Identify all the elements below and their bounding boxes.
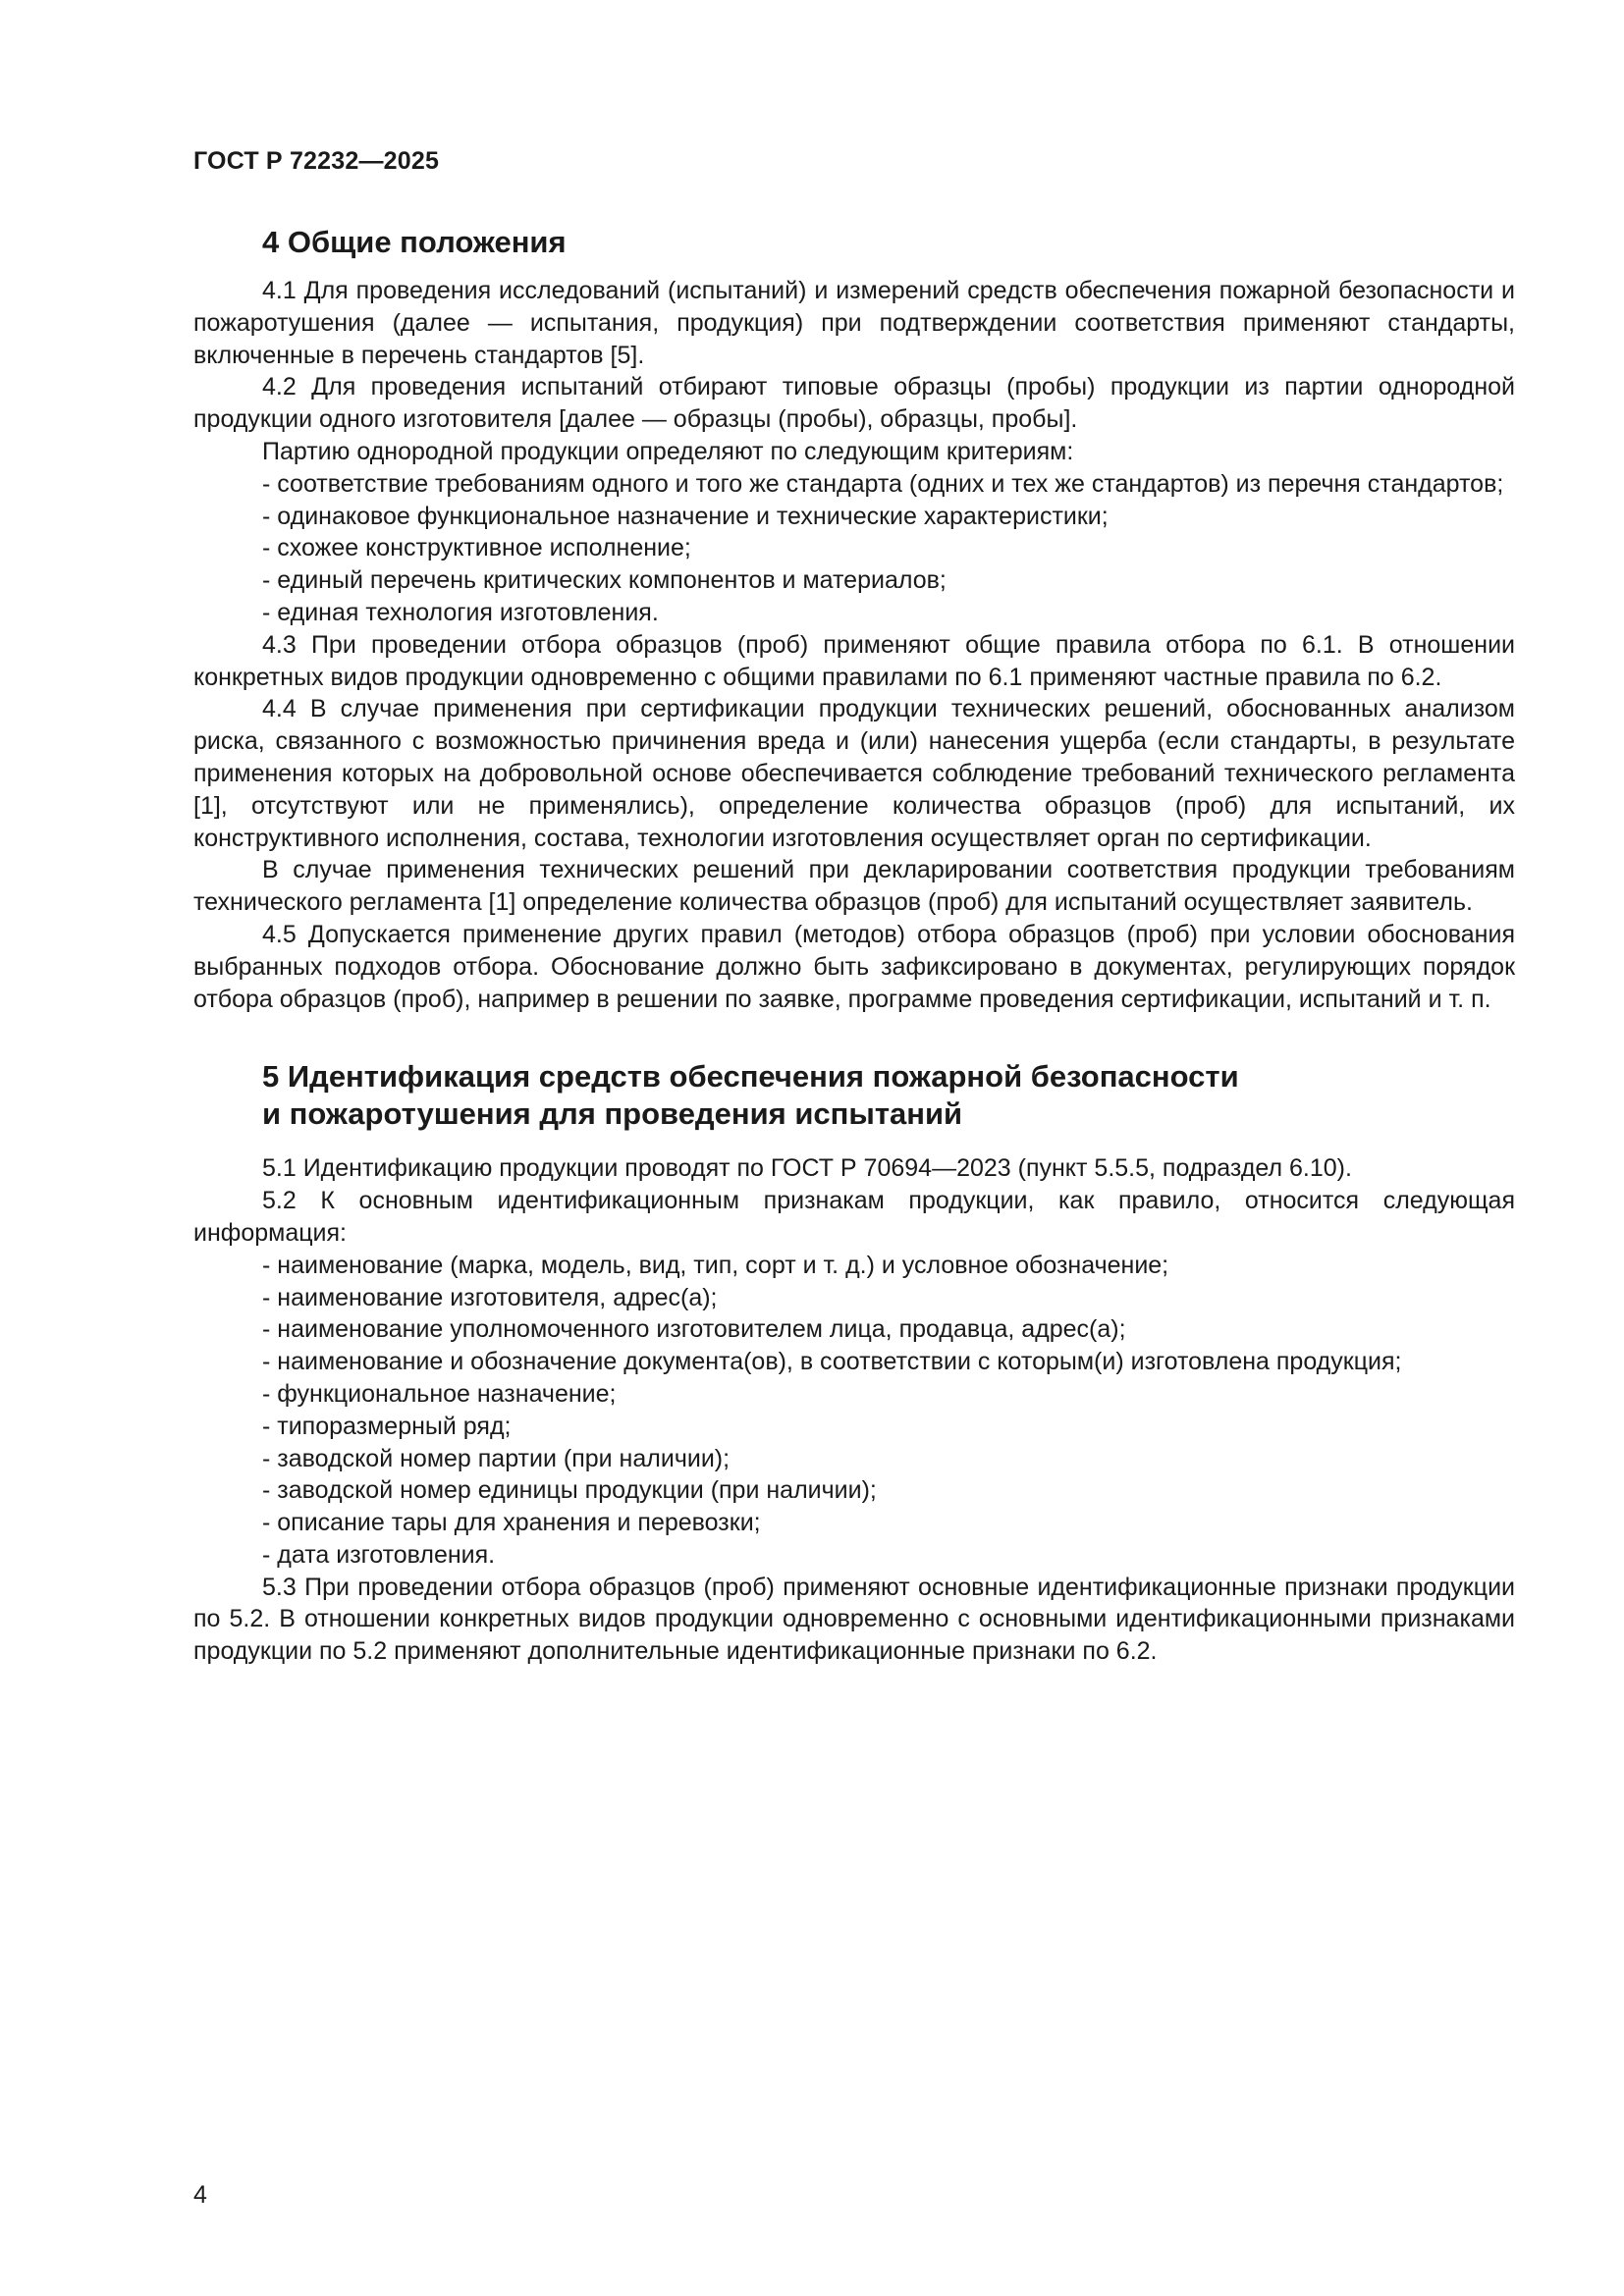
page-number: 4 <box>193 2181 207 2209</box>
feature-item: - наименование (марка, модель, вид, тип, сорт и т. д.) и условное обозначение; <box>262 1251 1169 1279</box>
section-5-title-line-1: 5 Идентификация средств обеспечения пожарной безопасности <box>262 1059 1239 1095</box>
criteria-item: - схожее конструктивное исполнение; <box>262 534 691 562</box>
paragraph-5-2: 5.2 К основным идентификационным признакам продукции, как правило, относится следующая информация: <box>193 1187 1515 1247</box>
paragraph-5-3: 5.3 При проведении отбора образцов (проб) применяют основные идентификационные признаки продукции по 5.2. В отношении конкретных видов продукции одновременно с основными идентификационными признаками продукции по 5.2 применяют дополнительные идентификационные признаки по 6.2. <box>193 1573 1515 1666</box>
criteria-item: - соответствие требованиям одного и того же стандарта (одних и тех же стандартов) из перечня стандартов; <box>262 469 1504 498</box>
feature-item: - наименование и обозначение документа(ов), в соответствии с которым(и) изготовлена продукция; <box>262 1348 1402 1376</box>
feature-item: - типоразмерный ряд; <box>262 1412 512 1440</box>
feature-item: - функциональное назначение; <box>262 1379 617 1408</box>
criteria-item: - единая технология изготовления. <box>262 598 659 626</box>
feature-item: - дата изготовления. <box>262 1540 496 1569</box>
feature-item: - описание тары для хранения и перевозки; <box>262 1509 761 1537</box>
paragraph-5-1: 5.1 Идентификацию продукции проводят по ГОСТ Р 70694—2023 (пункт 5.5.5, подраздел 6.10). <box>262 1154 1352 1183</box>
section-5-title-line-2: и пожаротушения для проведения испытаний <box>262 1096 963 1132</box>
feature-item: - наименование изготовителя, адрес(а); <box>262 1283 718 1311</box>
paragraph-4-1: 4.1 Для проведения исследований (испытаний) и измерений средств обеспечения пожарной безопасности и пожаротушения (далее — испытания, продукция) при подтверждении соответствия применяют стандарты, включенные в перечень стандартов [5]. <box>193 277 1515 369</box>
paragraph-4-5: 4.5 Допускается применение других правил (методов) отбора образцов (проб) при условии обоснования выбранных подходов отбора. Обоснование должно быть зафиксировано в документах, регулирующих порядок отбора образцов (проб), например в решении по заявке, программе проведения сертификации, испытаний и т. п. <box>193 920 1515 1013</box>
feature-item: - наименование уполномоченного изготовителем лица, продавца, адрес(а); <box>262 1315 1126 1344</box>
document-code-header: ГОСТ Р 72232—2025 <box>193 147 440 175</box>
page-content <box>193 224 1515 1668</box>
paragraph-4-2: 4.2 Для проведения испытаний отбирают типовые образцы (пробы) продукции из партии однородной продукции одного изготовителя [далее — образцы (пробы), образцы, пробы]. <box>193 373 1515 434</box>
paragraph-4-4-declaration: В случае применения технических решений при декларировании соответствия продукции требованиям технического регламента [1] определение количества образцов (проб) для испытаний осуществляет заявитель. <box>193 856 1515 917</box>
section-5-title <box>193 1058 1515 1133</box>
paragraph-4-3: 4.3 При проведении отбора образцов (проб) применяют общие правила отбора по 6.1. В отношении конкретных видов продукции одновременно с общими правилами по 6.1 применяют частные правила по 6.2. <box>193 630 1515 691</box>
criteria-item: - одинаковое функциональное назначение и технические характеристики; <box>262 502 1109 530</box>
criteria-intro: Партию однородной продукции определяют по следующим критериям: <box>262 437 1074 465</box>
feature-item: - заводской номер партии (при наличии); <box>262 1444 731 1472</box>
feature-item: - заводской номер единицы продукции (при наличии); <box>262 1476 877 1505</box>
paragraph-4-4: 4.4 В случае применения при сертификации продукции технических решений, обоснованных анализом риска, связанного с возможностью причинения вреда и (или) нанесения ущерба (если стандарты, в результате применения которых на добровольной основе обеспечивается соблюдение требований технического регламента [1], отсутствуют или не применялись), определение количества образцов (проб) для испытаний, их конструктивного исполнения, состава, технологии изготовления осуществляет орган по сертификации. <box>193 695 1515 852</box>
criteria-item: - единый перечень критических компонентов и материалов; <box>262 566 947 595</box>
section-4-title: 4 Общие положения <box>262 225 567 259</box>
